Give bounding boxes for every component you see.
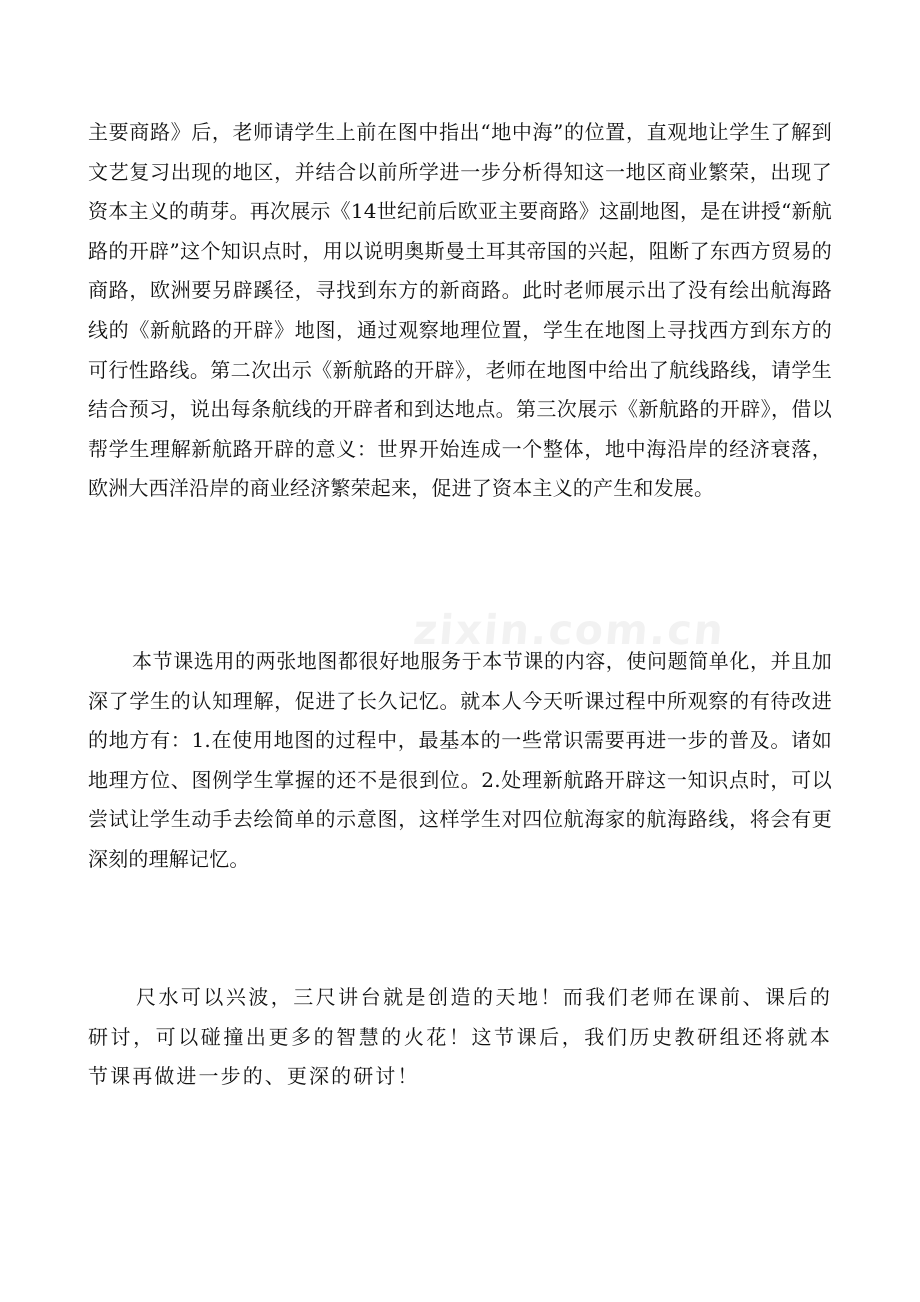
site-watermark: zixin.com.cn <box>411 606 728 654</box>
paragraph-improvement-notes: 本节课选用的两张地图都很好地服务于本节课的内容，使问题简单化，并且加深了学生的认知理解，促进了长久记忆。就本人今天听课过程中所观察的有待改进的地方有：1.在使用地图的过程中，最基本的一些常识需要再进一步的普及。诸如地理方位、图例学生掌握的还不是很到位。2.处理新航路开辟这一知识点时，可以尝试让学生动手去绘简单的示意图，这样学生对四位航海家的航海路线，将会有更深刻的理解记忆。 <box>88 649 832 871</box>
paragraph-map-teaching: 主要商路》后，老师请学生上前在图中指出“地中海”的位置，直观地让学生了解到文艺复习出现的地区，并结合以前所学进一步分析得知这一地区商业繁荣，出现了资本主义的萌芽。再次展示《14世纪前后欧亚主要商路》这副地图，是在讲授“新航路的开辟”这个知识点时，用以说明奥斯曼土耳其帝国的兴起，阻断了东西方贸易的商路，欧洲要另辟蹊径，寻找到东方的新商路。此时老师展示出了没有绘出航海路线的《新航路的开辟》地图，通过观察地理位置，学生在地图上寻找西方到东方的可行性路线。第二次出示《新航路的开辟》，老师在地图中给出了航线路线，请学生结合预习，说出每条航线的开辟者和到达地点。第三次展示《新航路的开辟》，借以帮学生理解新航路开辟的意义：世界开始连成一个整体，地中海沿岸的经济衰落，欧洲大西洋沿岸的商业经济繁荣起来，促进了资本主义的产生和发展。 <box>88 120 832 501</box>
paragraph-closing-remarks: 尺水可以兴波，三尺讲台就是创造的天地！而我们老师在课前、课后的研讨，可以碰撞出更多的智慧的火花！这节课后，我们历史教研组还将就本节课再做进一步的、更深的研讨！ <box>88 985 832 1089</box>
